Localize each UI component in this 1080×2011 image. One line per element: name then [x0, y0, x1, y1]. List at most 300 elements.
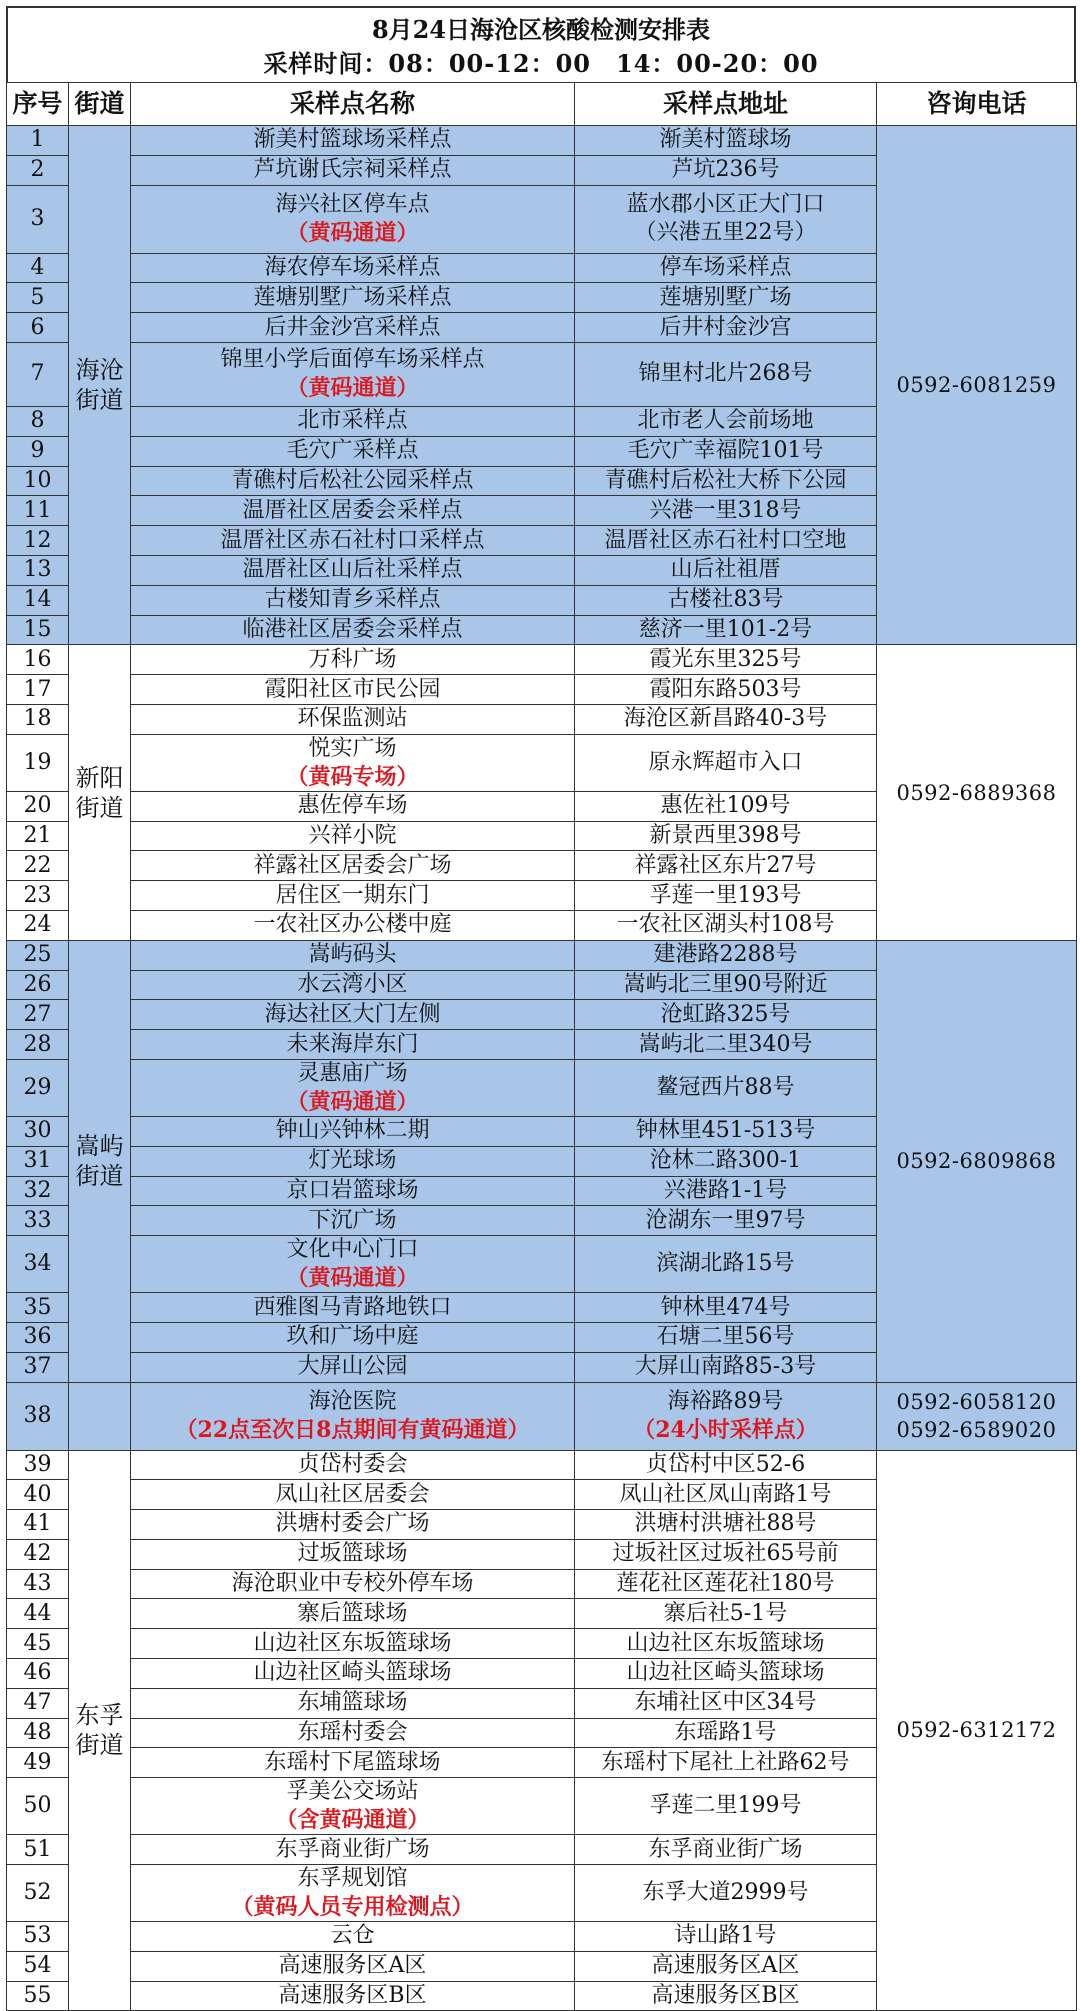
row-number: 44 [7, 1599, 69, 1629]
site-address-text: 孚莲一里193号 [649, 882, 802, 908]
site-name-line [131, 1922, 574, 1950]
site-name [131, 436, 575, 466]
site-name [131, 791, 575, 821]
site-address [575, 615, 877, 645]
site-address [575, 253, 877, 283]
row-number: 4 [7, 253, 69, 283]
site-name-text: 大屏山公园 [297, 1354, 408, 1380]
site-name-line [131, 1323, 574, 1351]
site-name-text: 东孚商业街广场 [275, 1836, 430, 1862]
site-name-text: 山边社区东坂篮球场 [253, 1630, 452, 1656]
site-name-line [131, 1353, 574, 1381]
row-number: 21 [7, 821, 69, 851]
site-name [131, 526, 575, 556]
site-address-text: 毛穴广幸福院101号 [627, 438, 824, 464]
site-name-text: 祥露社区居委会广场 [253, 852, 452, 878]
site-name-text: 孚美公交场站 [286, 1779, 419, 1805]
site-address [575, 1146, 877, 1176]
site-name [131, 1322, 575, 1352]
phone-number: 0592-6589020 [896, 1418, 1057, 1442]
row-number: 12 [7, 526, 69, 556]
site-address [575, 1480, 877, 1510]
row-number: 8 [7, 406, 69, 436]
row-number: 22 [7, 851, 69, 881]
row-number: 53 [7, 1922, 69, 1952]
site-address [575, 821, 877, 851]
row-number: 13 [7, 555, 69, 585]
site-name-line [131, 126, 574, 154]
site-address [575, 283, 877, 313]
site-address-text: 钟林里474号 [660, 1294, 791, 1320]
row-number: 7 [7, 342, 69, 406]
row-number: 16 [7, 645, 69, 675]
row-number: 43 [7, 1569, 69, 1599]
site-name [131, 1510, 575, 1540]
site-address-text: 温厝社区赤石社村口空地 [604, 527, 847, 553]
page-title: 8月24日海沧区核酸检测安排表 [371, 15, 711, 44]
table-row [7, 1450, 1077, 1480]
site-address [575, 436, 877, 466]
site-name [131, 555, 575, 585]
site-name [131, 1146, 575, 1176]
site-name-line [131, 1630, 574, 1658]
site-address [575, 910, 877, 940]
yellow-code-note: （黄码通道） [286, 375, 419, 402]
site-name-line [131, 1982, 574, 2010]
site-name-text: 文化中心门口 [286, 1237, 419, 1263]
site-name-line [131, 1836, 574, 1864]
site-address-text: 鳌冠西片88号 [656, 1074, 795, 1100]
site-name-line [131, 1031, 574, 1059]
hours-note: （24小时采样点） [633, 1417, 818, 1443]
row-number: 27 [7, 1000, 69, 1030]
site-address-text: 大屏山南路85-3号 [634, 1354, 817, 1380]
site-address [575, 1000, 877, 1030]
site-address [575, 940, 877, 970]
site-name-line [131, 467, 574, 495]
site-name-text: 莲塘别墅广场采样点 [253, 284, 452, 310]
site-address-extra: （兴港五里22号） [634, 220, 817, 246]
table-row [7, 126, 1077, 156]
row-number: 41 [7, 1510, 69, 1540]
site-name-line [131, 1659, 574, 1687]
site-name-text: 未来海岸东门 [286, 1031, 419, 1057]
row-number: 6 [7, 313, 69, 343]
site-name [131, 910, 575, 940]
row-number: 45 [7, 1629, 69, 1659]
site-name-line [131, 156, 574, 184]
row-number: 35 [7, 1293, 69, 1323]
site-name-text: 温厝社区赤石社村口采样点 [220, 527, 485, 553]
site-name-line [131, 1778, 574, 1834]
site-name [131, 881, 575, 911]
site-name [131, 342, 575, 406]
site-name-text: 钟山兴钟林二期 [275, 1118, 430, 1144]
site-name-line [131, 314, 574, 342]
site-name-line [131, 1570, 574, 1598]
site-name-line [131, 1147, 574, 1175]
site-name-line [131, 852, 574, 880]
site-name-line [131, 1001, 574, 1029]
site-name [131, 155, 575, 185]
yellow-code-note: （黄码人员专用检测点） [231, 1894, 474, 1921]
site-name [131, 313, 575, 343]
row-number: 46 [7, 1659, 69, 1689]
row-number: 34 [7, 1236, 69, 1293]
row-number: 2 [7, 155, 69, 185]
site-name-text: 水云湾小区 [297, 971, 408, 997]
site-name [131, 185, 575, 253]
site-address-text: 古楼社83号 [667, 587, 784, 613]
site-address [575, 704, 877, 734]
street-label: 街道 [75, 793, 124, 822]
site-name-text: 后井金沙宫采样点 [264, 314, 441, 340]
site-name-text: 东瑶村下尾篮球场 [264, 1749, 441, 1775]
site-name-line [131, 1952, 574, 1980]
site-name-text: 临港社区居委会采样点 [242, 616, 463, 642]
site-name [131, 466, 575, 496]
yellow-code-note: （含黄码通道） [275, 1807, 430, 1834]
row-number: 36 [7, 1322, 69, 1352]
site-name-line [131, 971, 574, 999]
site-address [575, 970, 877, 1000]
site-address [575, 1865, 877, 1922]
site-address-text: 嵩屿北三里90号附近 [623, 971, 828, 997]
site-name-text: 凤山社区居委会 [275, 1481, 430, 1507]
site-address [575, 1116, 877, 1146]
site-name-line [131, 1719, 574, 1747]
site-address-text: 霞光东里325号 [649, 646, 802, 672]
row-number: 9 [7, 436, 69, 466]
site-address [575, 313, 877, 343]
site-address [575, 1206, 877, 1236]
site-address-text: 贞岱村中区52-6 [645, 1451, 806, 1477]
yellow-code-note: （黄码专场） [286, 763, 419, 790]
site-address-text: 山边社区东坂篮球场 [626, 1630, 825, 1656]
row-number: 31 [7, 1146, 69, 1176]
street-cell [69, 940, 131, 1382]
site-address [575, 126, 877, 156]
site-address-text: 钟林里451-513号 [635, 1118, 816, 1144]
site-address [575, 466, 877, 496]
site-name [131, 821, 575, 851]
site-address [575, 1599, 877, 1629]
site-name-text: 惠佐停车场 [297, 793, 408, 819]
site-address-text: 新景西里398号 [649, 822, 802, 848]
site-address-text: 后井村金沙宫 [659, 314, 792, 340]
site-name-text: 海沧职业中专校外停车场 [231, 1571, 474, 1597]
site-address [575, 1951, 877, 1981]
site-name-text: 云仓 [330, 1923, 375, 1949]
row-number: 18 [7, 704, 69, 734]
site-address [575, 342, 877, 406]
row-number: 51 [7, 1835, 69, 1865]
site-name [131, 615, 575, 645]
site-name-text: 锦里小学后面停车场采样点 [220, 347, 485, 373]
street-cell [69, 126, 131, 645]
site-address [575, 1981, 877, 2011]
site-name [131, 1688, 575, 1718]
site-name-text: 万科广场 [308, 646, 397, 672]
site-name-line [131, 676, 574, 704]
site-address-text: 沧湖东一里97号 [645, 1207, 806, 1233]
site-name-line [131, 1451, 574, 1479]
site-name [131, 1450, 575, 1480]
site-name [131, 940, 575, 970]
site-name [131, 1922, 575, 1952]
site-address [575, 734, 877, 791]
site-address [575, 1322, 877, 1352]
site-name-text: 温厝社区居委会采样点 [242, 497, 463, 523]
row-number: 38 [7, 1382, 69, 1450]
testing-sites-table [6, 82, 1077, 2011]
site-address [575, 1382, 877, 1450]
row-number: 32 [7, 1176, 69, 1206]
site-name [131, 645, 575, 675]
site-address [575, 1539, 877, 1569]
site-name [131, 1835, 575, 1865]
table-row [7, 645, 1077, 675]
site-address [575, 1718, 877, 1748]
site-name-text: 芦坑谢氏宗祠采样点 [253, 157, 452, 183]
site-address [575, 155, 877, 185]
site-name-text: 高速服务区A区 [278, 1953, 427, 1979]
phone-cell [877, 940, 1077, 1382]
site-name-text: 海农停车场采样点 [264, 254, 441, 280]
row-number: 28 [7, 1030, 69, 1060]
site-address [575, 1059, 877, 1116]
site-address-text: 北市老人会前场地 [637, 408, 814, 434]
site-address-text: 兴港路1-1号 [663, 1177, 788, 1203]
site-address [575, 1688, 877, 1718]
site-address [575, 1450, 877, 1480]
site-address-text: 建港路2288号 [653, 942, 798, 968]
site-name [131, 1629, 575, 1659]
row-number: 50 [7, 1778, 69, 1835]
site-name [131, 585, 575, 615]
site-name [131, 1116, 575, 1146]
site-address-text: 孚莲二里199号 [649, 1793, 802, 1819]
site-address-text: 莲塘别墅广场 [659, 284, 792, 310]
row-number: 11 [7, 496, 69, 526]
site-address [575, 1778, 877, 1835]
site-name [131, 1981, 575, 2011]
yellow-code-note: （22点至次日8点期间有黄码通道） [175, 1417, 530, 1443]
site-name-line [131, 191, 574, 247]
site-address [575, 1510, 877, 1540]
row-number: 1 [7, 126, 69, 156]
site-name-line [131, 941, 574, 969]
phone-number: 0592-6312172 [896, 1718, 1057, 1743]
yellow-code-note: （黄码通道） [286, 1265, 419, 1292]
site-name-text: 温厝社区山后社采样点 [242, 557, 463, 583]
site-address [575, 1176, 877, 1206]
site-address-text: 凤山社区凤山南路1号 [619, 1481, 832, 1507]
site-name-line [131, 911, 574, 939]
site-address-text: 霞阳东路503号 [649, 676, 802, 702]
site-address [575, 1922, 877, 1952]
site-name [131, 253, 575, 283]
site-name [131, 496, 575, 526]
site-name [131, 1382, 575, 1450]
site-name-line [131, 284, 574, 312]
site-address-text: 高速服务区B区 [651, 1983, 800, 2009]
row-number: 24 [7, 910, 69, 940]
phone-cell [877, 126, 1077, 645]
site-name-line [131, 1540, 574, 1568]
row-number: 52 [7, 1865, 69, 1922]
site-name-line [131, 497, 574, 525]
street-label: 新阳 [75, 763, 124, 792]
street-cell [69, 1450, 131, 2011]
site-name-line [131, 254, 574, 282]
site-name [131, 1718, 575, 1748]
site-address [575, 406, 877, 436]
site-name-text: 过坂篮球场 [297, 1541, 408, 1567]
site-name-text: 山边社区崎头篮球场 [253, 1660, 452, 1686]
site-address-text: 东埔社区中区34号 [634, 1690, 817, 1716]
site-address-text: 渐美村篮球场 [659, 127, 792, 153]
site-name-text: 玖和广场中庭 [286, 1324, 419, 1350]
street-cell [69, 1382, 131, 1450]
street-label: 嵩屿 [75, 1132, 124, 1161]
phone-cell [877, 1450, 1077, 2011]
site-name-text: 青礁村后松社公园采样点 [231, 467, 474, 493]
site-address [575, 185, 877, 253]
site-name-text: 兴祥小院 [308, 822, 397, 848]
site-name [131, 1865, 575, 1922]
site-address [575, 1569, 877, 1599]
col-header-site-name: 采样点名称 [131, 83, 575, 126]
sheet-header [6, 6, 1076, 82]
site-address-text: 石塘二里56号 [656, 1324, 795, 1350]
site-name-text: 高速服务区B区 [278, 1983, 427, 2009]
site-name-line [131, 1177, 574, 1205]
row-number: 10 [7, 466, 69, 496]
site-name-line [131, 586, 574, 614]
table-header-row [7, 83, 1077, 126]
site-address [575, 1835, 877, 1865]
site-address [575, 791, 877, 821]
sampling-time: 采样时间：08：00-12：00 14：00-20：00 [263, 49, 819, 78]
site-name-line [131, 1294, 574, 1322]
col-header-no: 序号 [7, 83, 69, 126]
row-number: 23 [7, 881, 69, 911]
row-number: 33 [7, 1206, 69, 1236]
site-address-text: 沧虹路325号 [660, 1001, 791, 1027]
site-name-text: 一农社区办公楼中庭 [253, 912, 452, 938]
site-address-text: 锦里村北片268号 [638, 361, 813, 387]
street-label: 街道 [75, 386, 124, 415]
site-address [575, 555, 877, 585]
street-label: 街道 [75, 1731, 124, 1760]
site-address-text: 山边社区崎头篮球场 [626, 1660, 825, 1686]
site-name-line [131, 407, 574, 435]
site-name-line [131, 1060, 574, 1116]
site-name-line [131, 437, 574, 465]
site-name [131, 126, 575, 156]
yellow-code-note: （黄码通道） [286, 1088, 419, 1115]
site-name-text: 古楼知青乡采样点 [264, 587, 441, 613]
site-name-text: 洪塘村委会广场 [275, 1511, 430, 1537]
row-number: 26 [7, 970, 69, 1000]
site-address-text: 原永辉超市入口 [648, 749, 803, 775]
site-address [575, 585, 877, 615]
phone-cell [877, 645, 1077, 940]
site-address [575, 1236, 877, 1293]
site-address-text: 慈济一里101-2号 [638, 616, 813, 642]
street-label: 街道 [75, 1162, 124, 1191]
site-name-line [131, 1207, 574, 1235]
site-name-line [131, 646, 574, 674]
phone-number: 0592-6809868 [896, 1149, 1057, 1174]
street-cell [69, 645, 131, 940]
site-name-line [131, 822, 574, 850]
schedule-sheet [6, 6, 1076, 2011]
phone-number: 0592-6889368 [896, 780, 1057, 805]
row-number: 17 [7, 675, 69, 705]
site-address [575, 1030, 877, 1060]
site-name [131, 1206, 575, 1236]
site-address-text: 一农社区湖头村108号 [616, 912, 835, 938]
site-address-text: 蓝水郡小区正大门口 [626, 192, 825, 218]
row-number: 29 [7, 1059, 69, 1116]
site-name [131, 1176, 575, 1206]
site-address-text: 青礁村后松社大桥下公园 [604, 467, 847, 493]
col-header-street: 街道 [69, 83, 131, 126]
site-address [575, 496, 877, 526]
site-name [131, 1000, 575, 1030]
site-address-text: 寨后社5-1号 [663, 1600, 788, 1626]
site-address-text: 兴港一里318号 [649, 497, 802, 523]
yellow-code-note: （黄码通道） [286, 220, 419, 247]
row-number: 42 [7, 1539, 69, 1569]
site-address-text: 海沧区新昌路40-3号 [623, 706, 828, 732]
site-address-text: 东瑶路1号 [674, 1720, 777, 1746]
site-name-text: 西雅图马青路地铁口 [253, 1294, 452, 1320]
site-name-line [131, 1481, 574, 1509]
col-header-phone: 咨询电话 [877, 83, 1077, 126]
site-address-text: 洪塘村洪塘社88号 [634, 1511, 817, 1537]
site-name-text: 灯光球场 [308, 1148, 397, 1174]
site-address-text: 诗山路1号 [674, 1923, 777, 1949]
site-name-line [131, 1117, 574, 1145]
row-number: 14 [7, 585, 69, 615]
site-address-text: 停车场采样点 [659, 254, 792, 280]
site-address [575, 1748, 877, 1778]
site-address-text: 海裕路89号 [667, 1389, 784, 1414]
row-number: 5 [7, 283, 69, 313]
site-name-text: 灵惠庙广场 [297, 1060, 408, 1086]
site-name-line [131, 705, 574, 733]
site-name [131, 1539, 575, 1569]
site-name-text: 环保监测站 [297, 706, 408, 732]
site-name-text: 东埔篮球场 [297, 1690, 408, 1716]
phone-number: 0592-6058120 [896, 1390, 1057, 1414]
phone-cell [877, 1382, 1077, 1450]
site-name-text: 北市采样点 [297, 408, 408, 434]
site-name [131, 970, 575, 1000]
row-number: 19 [7, 734, 69, 791]
site-name-text: 嵩屿码头 [308, 942, 397, 968]
site-name-line [131, 527, 574, 555]
site-name-text: 海达社区大门左侧 [264, 1001, 441, 1027]
site-name-text: 毛穴广采样点 [286, 438, 419, 464]
site-name [131, 675, 575, 705]
site-name-text: 居住区一期东门 [275, 882, 430, 908]
site-name-line [131, 1510, 574, 1538]
row-number: 49 [7, 1748, 69, 1778]
